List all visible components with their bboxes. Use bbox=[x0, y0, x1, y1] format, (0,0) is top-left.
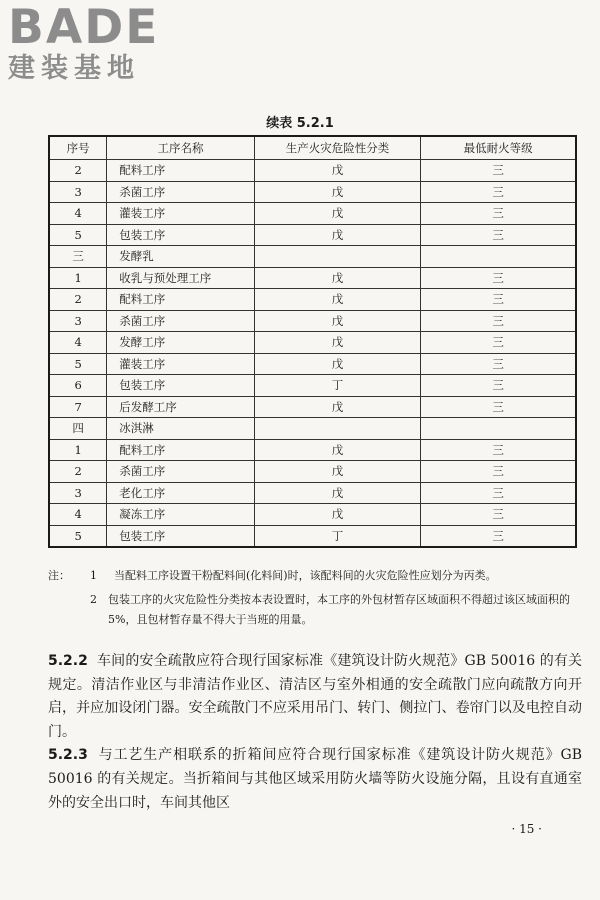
cell-fire-grade: 三 bbox=[421, 203, 576, 225]
logo-text-cn: 建装基地 bbox=[8, 53, 140, 84]
watermark-logo bbox=[8, 0, 160, 85]
cell-no: 3 bbox=[49, 310, 107, 332]
table-row bbox=[49, 396, 576, 418]
table-row bbox=[49, 181, 576, 203]
cell-hazard-class: 戊 bbox=[254, 267, 420, 289]
cell-hazard-class: 戊 bbox=[254, 482, 420, 504]
cell-fire-grade bbox=[421, 418, 576, 440]
cell-hazard-class: 戊 bbox=[254, 310, 420, 332]
cell-fire-grade: 三 bbox=[421, 310, 576, 332]
cell-no: 4 bbox=[49, 332, 107, 354]
cell-fire-grade: 三 bbox=[421, 439, 576, 461]
cell-process: 发酵乳 bbox=[107, 246, 255, 268]
cell-no: 5 bbox=[49, 224, 107, 246]
cell-hazard-class: 戊 bbox=[254, 332, 420, 354]
cell-fire-grade: 三 bbox=[421, 224, 576, 246]
table-row bbox=[49, 461, 576, 483]
cell-fire-grade: 三 bbox=[421, 353, 576, 375]
cell-hazard-class: 戊 bbox=[254, 224, 420, 246]
cell-fire-grade: 三 bbox=[421, 332, 576, 354]
cell-fire-grade: 三 bbox=[421, 267, 576, 289]
cell-no: 2 bbox=[49, 461, 107, 483]
cell-process: 包装工序 bbox=[107, 375, 255, 397]
cell-hazard-class bbox=[254, 418, 420, 440]
clause-text: 与工艺生产相联系的折箱间应符合现行国家标准《建筑设计防火规范》GB 50016 的有关规定。当折箱间与其他区域采用防火墙等防火设施分隔，且设有直通室外的安全出口时，车间其他区 bbox=[48, 747, 582, 811]
cell-process: 后发酵工序 bbox=[107, 396, 255, 418]
cell-process: 配料工序 bbox=[107, 289, 255, 311]
cell-no: 三 bbox=[49, 246, 107, 268]
table-row bbox=[49, 224, 576, 246]
table-row bbox=[49, 332, 576, 354]
cell-process: 老化工序 bbox=[107, 482, 255, 504]
note-text: 当配料工序设置干粉配料间(化料间)时，该配料间的火灾危险性应划分为丙类。 bbox=[114, 569, 497, 582]
note-number: 2 bbox=[90, 593, 97, 606]
note-number: 1 bbox=[90, 569, 97, 582]
cell-process: 杀菌工序 bbox=[107, 181, 255, 203]
table-row bbox=[49, 353, 576, 375]
table-row bbox=[49, 203, 576, 225]
cell-process: 包装工序 bbox=[107, 224, 255, 246]
header-hazard-class: 生产火灾危险性分类 bbox=[254, 136, 420, 160]
table-row bbox=[49, 310, 576, 332]
table-row bbox=[49, 267, 576, 289]
note-text: 包装工序的火灾危险性分类按本表设置时，本工序的外包材暂存区域面积不得超过该区域面积的 5%，且包材暂存量不得大于当班的用量。 bbox=[108, 593, 570, 626]
cell-hazard-class: 丁 bbox=[254, 525, 420, 547]
cell-process: 发酵工序 bbox=[107, 332, 255, 354]
cell-no: 2 bbox=[49, 160, 107, 182]
note-item bbox=[48, 566, 578, 586]
cell-hazard-class bbox=[254, 246, 420, 268]
cell-process: 收乳与预处理工序 bbox=[107, 267, 255, 289]
cell-fire-grade: 三 bbox=[421, 181, 576, 203]
cell-fire-grade: 三 bbox=[421, 461, 576, 483]
table-caption: 续表 5.2.1 bbox=[266, 116, 334, 131]
table-row bbox=[49, 246, 576, 268]
table-row bbox=[49, 160, 576, 182]
cell-process: 凝冻工序 bbox=[107, 504, 255, 526]
cell-hazard-class: 戊 bbox=[254, 160, 420, 182]
cell-hazard-class: 戊 bbox=[254, 353, 420, 375]
cell-no: 5 bbox=[49, 525, 107, 547]
clause-number: 5.2.2 bbox=[48, 653, 88, 669]
cell-no: 3 bbox=[49, 482, 107, 504]
cell-no: 4 bbox=[49, 203, 107, 225]
cell-hazard-class: 丁 bbox=[254, 375, 420, 397]
cell-fire-grade: 三 bbox=[421, 289, 576, 311]
cell-process: 配料工序 bbox=[107, 439, 255, 461]
cell-fire-grade: 三 bbox=[421, 482, 576, 504]
table-row bbox=[49, 504, 576, 526]
cell-process: 灌装工序 bbox=[107, 353, 255, 375]
cell-hazard-class: 戊 bbox=[254, 203, 420, 225]
cell-no: 4 bbox=[49, 504, 107, 526]
cell-no: 2 bbox=[49, 289, 107, 311]
table-row bbox=[49, 525, 576, 547]
cell-no: 四 bbox=[49, 418, 107, 440]
table-row bbox=[49, 482, 576, 504]
cell-process: 冰淇淋 bbox=[107, 418, 255, 440]
header-no: 序号 bbox=[49, 136, 107, 160]
cell-hazard-class: 戊 bbox=[254, 396, 420, 418]
cell-process: 灌装工序 bbox=[107, 203, 255, 225]
clause-text: 车间的安全疏散应符合现行国家标准《建筑设计防火规范》GB 50016 的有关规定。清洁作业区与非清洁作业区、清洁区与室外相通的安全疏散门应向疏散方向开启，并应加设闭门器。安全疏散门不应采用吊门、转门、侧拉门、卷帘门以及电控自动门。 bbox=[48, 653, 582, 740]
cell-process: 杀菌工序 bbox=[107, 461, 255, 483]
table-header-row bbox=[49, 136, 576, 160]
clause-5-2-3 bbox=[48, 744, 582, 815]
cell-hazard-class: 戊 bbox=[254, 504, 420, 526]
cell-fire-grade: 三 bbox=[421, 504, 576, 526]
cell-no: 6 bbox=[49, 375, 107, 397]
cell-no: 1 bbox=[49, 439, 107, 461]
header-process: 工序名称 bbox=[107, 136, 255, 160]
cell-process: 包装工序 bbox=[107, 525, 255, 547]
cell-hazard-class: 戊 bbox=[254, 461, 420, 483]
clause-number: 5.2.3 bbox=[48, 747, 88, 764]
cell-fire-grade: 三 bbox=[421, 525, 576, 547]
cell-no: 5 bbox=[49, 353, 107, 375]
logo-text-en: BADE bbox=[8, 0, 160, 55]
table-row bbox=[49, 289, 576, 311]
cell-process: 配料工序 bbox=[107, 160, 255, 182]
fire-hazard-table bbox=[48, 135, 577, 548]
table-row bbox=[49, 375, 576, 397]
notes-label: 注： bbox=[48, 569, 70, 582]
cell-process: 杀菌工序 bbox=[107, 310, 255, 332]
cell-hazard-class: 戊 bbox=[254, 289, 420, 311]
cell-fire-grade: 三 bbox=[421, 375, 576, 397]
cell-no: 1 bbox=[49, 267, 107, 289]
page-number: · 15 · bbox=[511, 822, 542, 836]
cell-fire-grade: 三 bbox=[421, 396, 576, 418]
note-item bbox=[48, 590, 578, 630]
cell-fire-grade: 三 bbox=[421, 160, 576, 182]
table-notes bbox=[48, 566, 578, 634]
table-row bbox=[49, 418, 576, 440]
cell-fire-grade bbox=[421, 246, 576, 268]
cell-hazard-class: 戊 bbox=[254, 181, 420, 203]
header-fire-grade: 最低耐火等级 bbox=[421, 136, 576, 160]
cell-no: 7 bbox=[49, 396, 107, 418]
cell-no: 3 bbox=[49, 181, 107, 203]
clause-5-2-2 bbox=[48, 650, 582, 744]
table-row bbox=[49, 439, 576, 461]
clauses bbox=[48, 650, 582, 815]
cell-hazard-class: 戊 bbox=[254, 439, 420, 461]
